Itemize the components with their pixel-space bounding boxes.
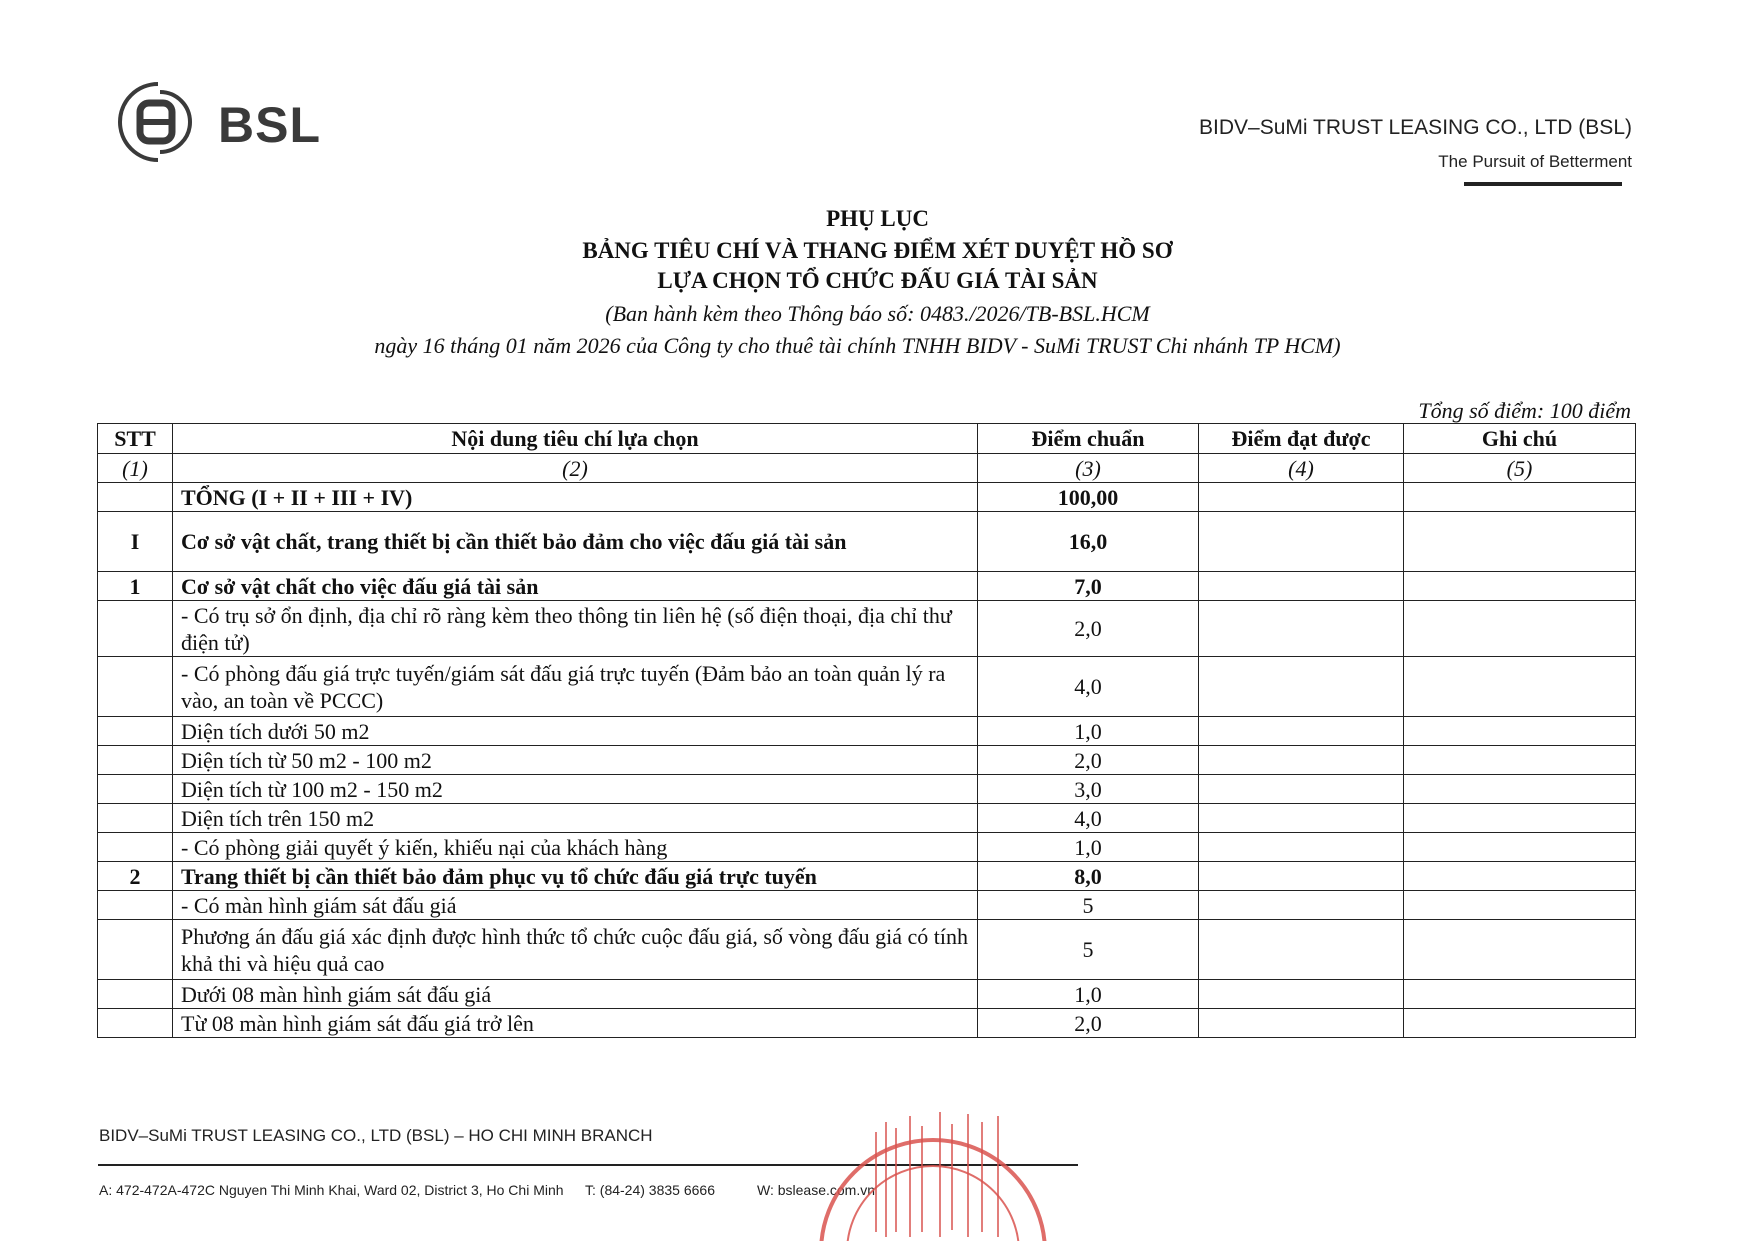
table-numbering-row — [98, 454, 1636, 483]
footer-website[interactable]: W: bslease.com.vn — [757, 1182, 876, 1198]
content-cell: TỔNG (I + II + III + IV) — [173, 483, 978, 512]
table-row — [98, 717, 1636, 746]
logo-text: BSL — [218, 97, 321, 153]
achieved-cell — [1199, 601, 1404, 657]
table-header-row — [98, 424, 1636, 454]
table-row — [98, 980, 1636, 1009]
table-row — [98, 862, 1636, 891]
stt-cell — [98, 601, 173, 657]
table-row — [98, 1009, 1636, 1038]
score-cell: 100,00 — [978, 483, 1199, 512]
score-cell: 3,0 — [978, 775, 1199, 804]
header-score: Điểm chuẩn — [978, 424, 1199, 454]
stt-cell — [98, 980, 173, 1009]
stt-cell: I — [98, 512, 173, 572]
score-cell: 8,0 — [978, 862, 1199, 891]
note-cell — [1404, 572, 1636, 601]
table-row — [98, 891, 1636, 920]
stt-cell — [98, 657, 173, 717]
content-cell: - Có phòng giải quyết ý kiến, khiếu nại của khách hàng — [173, 833, 978, 862]
numbering-cell: (3) — [978, 454, 1199, 483]
tagline: The Pursuit of Betterment — [1438, 152, 1632, 171]
numbering-cell: (5) — [1404, 454, 1636, 483]
content-cell: Dưới 08 màn hình giám sát đấu giá — [173, 980, 978, 1009]
note-cell — [1404, 746, 1636, 775]
score-cell: 7,0 — [978, 572, 1199, 601]
content-cell: Cơ sở vật chất cho việc đấu giá tài sản — [173, 572, 978, 601]
title-line-5: ngày 16 tháng 01 năm 2026 của Công ty cho thuê tài chính TNHH BIDV - SuMi TRUST Chi nhánh TP HCM) — [374, 333, 1341, 358]
note-cell — [1404, 862, 1636, 891]
stt-cell — [98, 483, 173, 512]
content-cell: Diện tích trên 150 m2 — [173, 804, 978, 833]
note-cell — [1404, 891, 1636, 920]
footer-phone: T: (84-24) 3835 6666 — [585, 1182, 715, 1198]
content-cell: Diện tích từ 50 m2 - 100 m2 — [173, 746, 978, 775]
score-cell: 2,0 — [978, 1009, 1199, 1038]
content-cell: - Có màn hình giám sát đấu giá — [173, 891, 978, 920]
achieved-cell — [1199, 746, 1404, 775]
achieved-cell — [1199, 804, 1404, 833]
achieved-cell — [1199, 775, 1404, 804]
note-cell — [1404, 483, 1636, 512]
stt-cell — [98, 775, 173, 804]
stt-cell — [98, 746, 173, 775]
note-cell — [1404, 804, 1636, 833]
header-content: Nội dung tiêu chí lựa chọn — [173, 424, 978, 454]
table-row — [98, 775, 1636, 804]
achieved-cell — [1199, 1009, 1404, 1038]
content-cell: Từ 08 màn hình giám sát đấu giá trở lên — [173, 1009, 978, 1038]
note-cell — [1404, 980, 1636, 1009]
criteria-table — [97, 423, 1636, 1038]
achieved-cell — [1199, 717, 1404, 746]
score-cell: 5 — [978, 891, 1199, 920]
table-row — [98, 833, 1636, 862]
table-row — [98, 746, 1636, 775]
table-row — [98, 920, 1636, 980]
numbering-cell: (2) — [173, 454, 978, 483]
header-note: Ghi chú — [1404, 424, 1636, 454]
score-cell: 16,0 — [978, 512, 1199, 572]
title-line-2: BẢNG TIÊU CHÍ VÀ THANG ĐIỂM XÉT DUYỆT HỒ SƠ — [582, 238, 1173, 263]
score-cell: 1,0 — [978, 833, 1199, 862]
content-cell: - Có phòng đấu giá trực tuyến/giám sát đấu giá trực tuyến (Đảm bảo an toàn quản lý ra vào, an toàn về PCCC) — [173, 657, 978, 717]
table-row — [98, 483, 1636, 512]
note-cell — [1404, 601, 1636, 657]
total-score-note: Tổng số điểm: 100 điểm — [1418, 398, 1631, 423]
score-cell: 4,0 — [978, 657, 1199, 717]
stt-cell: 1 — [98, 572, 173, 601]
table-row — [98, 601, 1636, 657]
achieved-cell — [1199, 657, 1404, 717]
footer-address: A: 472-472A-472C Nguyen Thi Minh Khai, Ward 02, District 3, Ho Chi Minh — [99, 1182, 564, 1198]
title-line-4: (Ban hành kèm theo Thông báo số: 0483./2026/TB-BSL.HCM — [605, 301, 1150, 326]
stt-cell — [98, 717, 173, 746]
note-cell — [1404, 775, 1636, 804]
numbering-cell: (1) — [98, 454, 173, 483]
table-row — [98, 657, 1636, 717]
stt-cell: 2 — [98, 862, 173, 891]
stt-cell — [98, 1009, 173, 1038]
stt-cell — [98, 920, 173, 980]
score-cell: 4,0 — [978, 804, 1199, 833]
company-stamp — [818, 1102, 1048, 1241]
table-row — [98, 804, 1636, 833]
title-line-3: LỰA CHỌN TỔ CHỨC ĐẤU GIÁ TÀI SẢN — [657, 268, 1098, 293]
content-cell: Trang thiết bị cần thiết bảo đảm phục vụ tổ chức đấu giá trực tuyến — [173, 862, 978, 891]
note-cell — [1404, 657, 1636, 717]
numbering-cell: (4) — [1199, 454, 1404, 483]
content-cell: Cơ sở vật chất, trang thiết bị cần thiết bảo đảm cho việc đấu giá tài sản — [173, 512, 978, 572]
footer-branch: BIDV–SuMi TRUST LEASING CO., LTD (BSL) – HO CHI MINH BRANCH — [99, 1126, 653, 1145]
content-cell: - Có trụ sở ổn định, địa chỉ rõ ràng kèm theo thông tin liên hệ (số điện thoại, địa chỉ thư điện tử) — [173, 601, 978, 657]
score-cell: 1,0 — [978, 980, 1199, 1009]
header-achieved: Điểm đạt được — [1199, 424, 1404, 454]
company-name: BIDV–SuMi TRUST LEASING CO., LTD (BSL) — [1199, 116, 1632, 139]
table-row — [98, 572, 1636, 601]
note-cell — [1404, 717, 1636, 746]
achieved-cell — [1199, 980, 1404, 1009]
achieved-cell — [1199, 572, 1404, 601]
note-cell — [1404, 920, 1636, 980]
tagline-divider — [1464, 182, 1622, 186]
score-cell: 2,0 — [978, 601, 1199, 657]
header-stt: STT — [98, 424, 173, 454]
content-cell: Diện tích từ 100 m2 - 150 m2 — [173, 775, 978, 804]
stt-cell — [98, 804, 173, 833]
stt-cell — [98, 891, 173, 920]
score-cell: 5 — [978, 920, 1199, 980]
table-row — [98, 512, 1636, 572]
score-cell: 1,0 — [978, 717, 1199, 746]
content-cell: Phương án đấu giá xác định được hình thức tổ chức cuộc đấu giá, số vòng đấu giá có tính khả thi và hiệu quả cao — [173, 920, 978, 980]
note-cell — [1404, 1009, 1636, 1038]
achieved-cell — [1199, 512, 1404, 572]
achieved-cell — [1199, 891, 1404, 920]
achieved-cell — [1199, 862, 1404, 891]
title-line-1: PHỤ LỤC — [826, 206, 929, 231]
content-cell: Diện tích dưới 50 m2 — [173, 717, 978, 746]
achieved-cell — [1199, 920, 1404, 980]
note-cell — [1404, 512, 1636, 572]
note-cell — [1404, 833, 1636, 862]
score-cell: 2,0 — [978, 746, 1199, 775]
achieved-cell — [1199, 483, 1404, 512]
stt-cell — [98, 833, 173, 862]
achieved-cell — [1199, 833, 1404, 862]
